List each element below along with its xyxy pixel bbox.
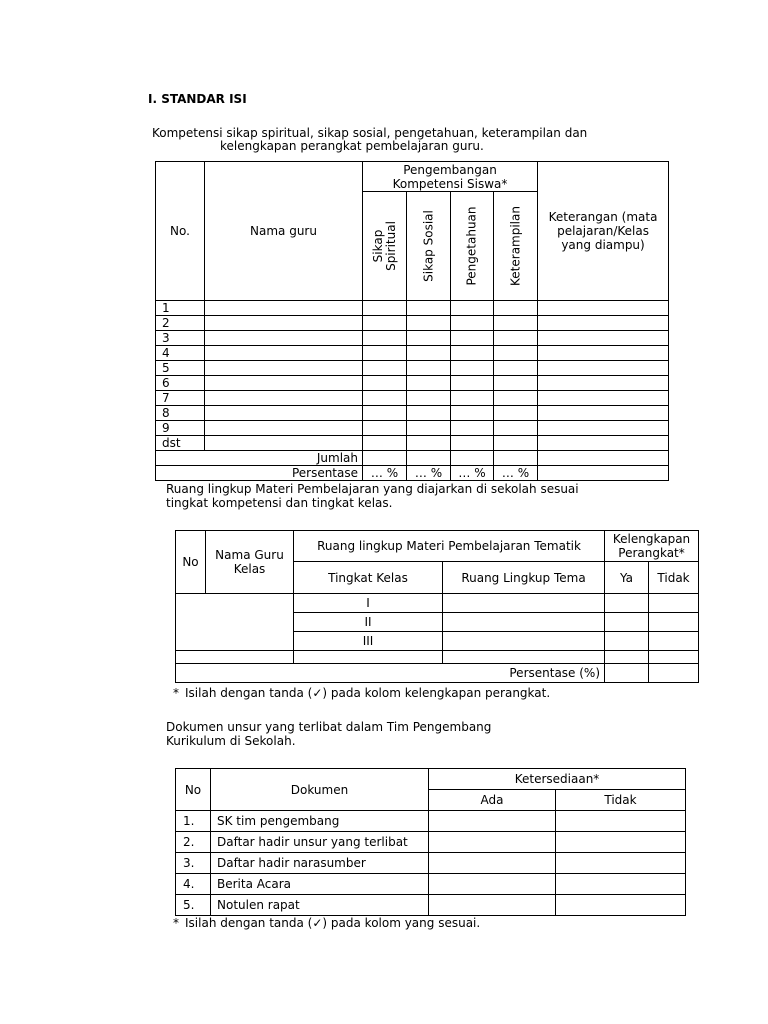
input-cell[interactable] (407, 436, 451, 451)
input-cell[interactable] (451, 361, 494, 376)
input-cell[interactable] (407, 361, 451, 376)
dokumen-table (175, 768, 686, 916)
tidak-cell[interactable] (556, 895, 686, 916)
row-number: 1. (176, 811, 211, 832)
header-keterangan: Keterangan (mata pelajaran/Kelas yang diampu) (538, 162, 669, 301)
pct-cell: … % (494, 466, 538, 481)
tidak-cell[interactable] (556, 811, 686, 832)
guru-row (156, 436, 669, 451)
header-sikap-spiritual: Sikap Spiritual (363, 192, 407, 301)
note1-text: Isilah dengan tanda (✓) pada kolom kelengkapan perangkat. (185, 686, 551, 700)
pct-cell: … % (407, 466, 451, 481)
header-kelengkapan: Kelengkapan Perangkat* (605, 531, 699, 562)
input-cell[interactable] (494, 391, 538, 406)
persentase-row (156, 466, 669, 481)
input-cell[interactable] (407, 316, 451, 331)
dokumen-row (176, 895, 686, 916)
guru-row (156, 391, 669, 406)
guru-row (156, 301, 669, 316)
persentase-label: Persentase (156, 466, 363, 481)
input-cell[interactable] (205, 331, 363, 346)
guru-row (156, 406, 669, 421)
input-cell[interactable] (363, 436, 407, 451)
header-ada: Ada (429, 790, 556, 811)
pct-cell: … % (451, 466, 494, 481)
input-cell[interactable] (451, 436, 494, 451)
input-cell[interactable] (538, 346, 669, 361)
input-cell[interactable] (407, 301, 451, 316)
input-cell[interactable] (494, 316, 538, 331)
input-cell[interactable] (451, 331, 494, 346)
input-cell[interactable] (538, 331, 669, 346)
persentase-label: Persentase (%) (176, 664, 605, 683)
header-ketersediaan: Ketersediaan* (429, 769, 686, 790)
header-ruang-lingkup-tema: Ruang Lingkup Tema (443, 562, 605, 594)
guru-row (156, 316, 669, 331)
guru-row (156, 331, 669, 346)
tidak-cell[interactable] (556, 874, 686, 895)
dokumen-name: Notulen rapat (211, 895, 429, 916)
ada-cell[interactable] (429, 853, 556, 874)
input-cell[interactable] (363, 346, 407, 361)
kelas-cell: III (294, 632, 443, 651)
row-number: 4 (156, 346, 205, 361)
dokumen-name: SK tim pengembang (211, 811, 429, 832)
header-no: No (176, 769, 211, 811)
kelas-cell: II (294, 613, 443, 632)
input-cell[interactable] (205, 346, 363, 361)
header-dokumen: Dokumen (211, 769, 429, 811)
input-cell[interactable] (363, 391, 407, 406)
header-no: No. (156, 162, 205, 301)
input-cell[interactable] (494, 421, 538, 436)
note1-star: * (173, 686, 179, 700)
input-cell[interactable] (451, 376, 494, 391)
row-number: 5 (156, 361, 205, 376)
header-pengembangan: Pengembangan Kompetensi Siswa* (363, 162, 538, 192)
input-cell[interactable] (363, 361, 407, 376)
ada-cell[interactable] (429, 832, 556, 853)
header-no: No (176, 531, 206, 594)
intro3-line-2: Kurikulum di Sekolah. (166, 734, 296, 748)
header-sikap-sosial: Sikap Sosial (407, 192, 451, 301)
ada-cell[interactable] (429, 811, 556, 832)
guru-row (156, 361, 669, 376)
input-cell[interactable] (494, 331, 538, 346)
intro-line-1: Kompetensi sikap spiritual, sikap sosial, pengetahuan, keterampilan dan (152, 126, 588, 140)
tidak-cell[interactable] (556, 832, 686, 853)
input-cell[interactable] (205, 436, 363, 451)
dokumen-name: Berita Acara (211, 874, 429, 895)
row-number: 7 (156, 391, 205, 406)
row-number: 5. (176, 895, 211, 916)
input-cell[interactable] (407, 391, 451, 406)
input-cell[interactable] (205, 301, 363, 316)
intro2-line-1: Ruang lingkup Materi Pembelajaran yang diajarkan di sekolah sesuai (166, 482, 579, 496)
row-number: 8 (156, 406, 205, 421)
header-ya: Ya (605, 562, 649, 594)
input-cell[interactable] (538, 421, 669, 436)
input-cell[interactable] (494, 406, 538, 421)
kelas-cell: I (294, 594, 443, 613)
input-cell[interactable] (407, 421, 451, 436)
input-cell[interactable] (538, 316, 669, 331)
input-cell[interactable] (205, 316, 363, 331)
input-cell[interactable] (363, 421, 407, 436)
row-number: 2. (176, 832, 211, 853)
dokumen-row (176, 832, 686, 853)
jumlah-row (156, 451, 669, 466)
jumlah-label: Jumlah (156, 451, 363, 466)
input-cell[interactable] (451, 421, 494, 436)
input-cell[interactable] (205, 421, 363, 436)
input-cell[interactable] (363, 331, 407, 346)
row-number: 4. (176, 874, 211, 895)
row-number: 3. (176, 853, 211, 874)
input-cell[interactable] (451, 406, 494, 421)
input-cell[interactable] (538, 436, 669, 451)
header-keterampilan: Keterampilan (494, 192, 538, 301)
input-cell[interactable] (407, 331, 451, 346)
input-cell[interactable] (363, 301, 407, 316)
input-cell[interactable] (538, 361, 669, 376)
input-cell[interactable] (494, 346, 538, 361)
pct-cell: … % (363, 466, 407, 481)
ada-cell[interactable] (429, 895, 556, 916)
input-cell[interactable] (451, 316, 494, 331)
input-cell[interactable] (205, 391, 363, 406)
dokumen-row (176, 811, 686, 832)
intro3-line-1: Dokumen unsur yang terlibat dalam Tim Pengembang (166, 720, 492, 734)
header-tidak: Tidak (649, 562, 699, 594)
input-cell[interactable] (205, 406, 363, 421)
guru-row (156, 376, 669, 391)
header-tidak: Tidak (556, 790, 686, 811)
section-title: I. STANDAR ISI (148, 92, 247, 106)
input-cell[interactable] (494, 376, 538, 391)
input-cell[interactable] (538, 301, 669, 316)
input-cell[interactable] (538, 376, 669, 391)
header-pengetahuan: Pengetahuan (451, 192, 494, 301)
row-number: 6 (156, 376, 205, 391)
input-cell[interactable] (451, 301, 494, 316)
note2-text: Isilah dengan tanda (✓) pada kolom yang sesuai. (185, 916, 481, 930)
input-cell[interactable] (363, 406, 407, 421)
input-cell[interactable] (451, 346, 494, 361)
note2-star: * (173, 916, 179, 930)
header-nama-guru-kelas: Nama Guru Kelas (206, 531, 294, 594)
input-cell[interactable] (363, 316, 407, 331)
intro2-line-2: tingkat kompetensi dan tingkat kelas. (166, 496, 393, 510)
input-cell[interactable] (407, 376, 451, 391)
header-nama-guru: Nama guru (205, 162, 363, 301)
row-number: 3 (156, 331, 205, 346)
dokumen-row (176, 874, 686, 895)
input-cell[interactable] (451, 391, 494, 406)
input-cell[interactable] (494, 361, 538, 376)
input-cell[interactable] (407, 406, 451, 421)
input-cell[interactable] (407, 346, 451, 361)
input-cell[interactable] (538, 391, 669, 406)
row-number: dst (156, 436, 205, 451)
ada-cell[interactable] (429, 874, 556, 895)
dokumen-row (176, 853, 686, 874)
input-cell[interactable] (205, 361, 363, 376)
kompetensi-table (155, 161, 669, 481)
input-cell[interactable] (205, 376, 363, 391)
dokumen-name: Daftar hadir unsur yang terlibat (211, 832, 429, 853)
tidak-cell[interactable] (556, 853, 686, 874)
input-cell[interactable] (538, 406, 669, 421)
header-tingkat-kelas: Tingkat Kelas (294, 562, 443, 594)
input-cell[interactable] (494, 436, 538, 451)
intro-line-2: kelengkapan perangkat pembelajaran guru. (220, 139, 484, 153)
row-number: 1 (156, 301, 205, 316)
header-ruang-lingkup: Ruang lingkup Materi Pembelajaran Tematik (294, 531, 605, 562)
input-cell[interactable] (494, 301, 538, 316)
guru-row (156, 346, 669, 361)
input-cell[interactable] (363, 376, 407, 391)
blank-cell (176, 594, 294, 651)
materi-table (175, 530, 699, 683)
dokumen-name: Daftar hadir narasumber (211, 853, 429, 874)
guru-row (156, 421, 669, 436)
row-number: 2 (156, 316, 205, 331)
row-number: 9 (156, 421, 205, 436)
